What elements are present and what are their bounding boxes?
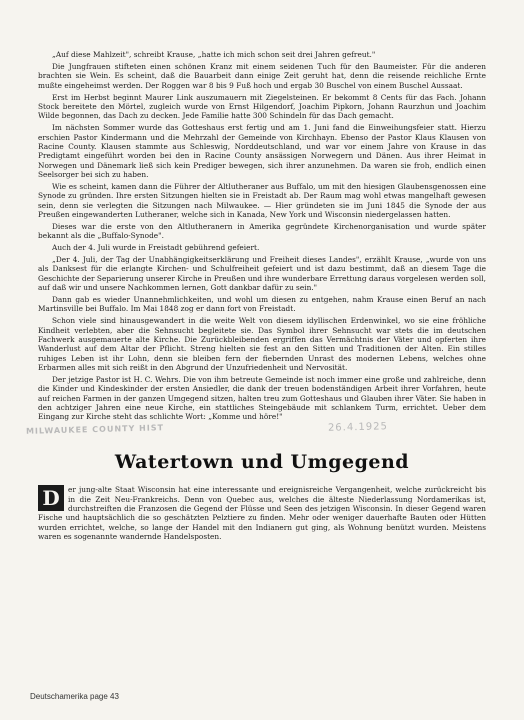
date-stamp: 26.4.1925 [327,421,389,435]
section-title: Watertown und Umgegend [114,451,410,474]
section-intro-text: er jung-alte Staat Wisconsin hat eine interessante und ereignisreiche Vergangenheit, welche zurückreicht bis in die Zeit Neu-Frankreichs. Denn von Quebec aus, welches die älteste Niederlassung Nordamerikas ist, durchstreiften die Franzosen die Gegend der Flüsse und Seen des jetzigen Wisconsin. In dieser Gegend waren Fische und hauptsächlich die so geschätzten Pelztiere zu finden. Mehr oder weniger dauerhafte Bauten oder Hütten wurden errichtet, welche, so lange der Handel mit den Indianern gut ging, als Wohnung benützt wurden. Meistens waren es sogenannte wandernde Handelsposten. [38,485,486,541]
body-paragraph: Im nächsten Sommer wurde das Gotteshaus erst fertig und am 1. Juni fand die Einweihungsfeier statt. Hierzu erschien Pastor Kindermann und die Mehrzahl der Gemeinde von Kirchhayn. Ebenso der Pastor Klaus Klausen von Racine County. Klausen stammte aus Schleswig, Norddeutschland, und war vor einem Jahre von Krause in das Predigtamt eingeführt worden bei den in Racine County ansässigen Norwegern und Dänen. Aus ihrer Heimat in Norwegen und Dänemark ließ sich kein Prediger bewegen, sich ihrer anzunehmen. Da waren sie froh, endlich einen Seelsorger bei sich zu haben. [38,123,486,179]
archive-stamp-row [25,421,486,441]
body-paragraph: Wie es scheint, kamen dann die Führer der Altlutheraner aus Buffalo, um mit den hiesigen Glaubensgenossen eine Synode zu gründen. Ihre ersten Sitzungen hielten sie in Freistadt ab. Der Raum mag wohl etwas mangelhaft gewesen sein, denn sie verlegten die Sitzungen nach Milwaukee. — Hier gründeten sie im Juni 1845 die Synode der aus Preußen eingewanderten Lutheraner, welche sich in Kanada, New York und Wisconsin niedergelassen hatten. [38,181,486,219]
drop-cap: D [38,485,64,511]
section-intro-paragraph [38,485,486,541]
body-paragraph: Auch der 4. Juli wurde in Freistadt gebührend gefeiert. [52,243,260,253]
body-paragraph: Dann gab es wieder Unannehmlichkeiten, und wohl um diesen zu entgehen, nahm Krause einen Beruf an nach Martinsville bei Buffalo. Im Mai 1848 zog er dann fort von Freistadt. [38,295,486,314]
archive-stamp: MILWAUKEE COUNTY HIST [25,423,165,437]
body-paragraph: Der jetzige Pastor ist H. C. Wehrs. Die von ihm betreute Gemeinde ist noch immer eine große und zahlreiche, denn die Kinder und Kindeskinder der ersten Ansiedler, die dank der treuen bodenständigen Arbeit ihrer Vorfahren, heute auf reichen Farmen in der ganzen Umgegend sitzen, halten treu zum Gotteshaus und Glauben ihrer Väter. Sie haben in den achtziger Jahren eine neue Kirche, ein stattliches Steingebäude mit schlankem Turm, errichtet. Ueber dem Eingang zur Kirche steht das schlichte Wort: „Komme und höre!" [38,374,486,422]
article-body [38,50,486,422]
body-paragraph: Erst im Herbst beginnt Maurer Link auszumauern mit Ziegelsteinen. Er bekommt 8 Cents für das Fach. Johann Stock bereitete den Mörtel, zugleich wurde von Ernst Hilgendorf, Joachim Pipkorn, Johann Raurzhun und Joachim Wilde begonnen, das Dach zu decken. Jede Familie hatte 300 Schindeln für das Dach gemacht. [38,92,486,121]
body-paragraph: Die Jungfrauen stifteten einen schönen Kranz mit einem seidenen Tuch für den Baumeister. Für die anderen brachten sie Wein. Es scheint, daß die Bauarbeit dann einige Zeit geruht hat, denn die reisende reichliche Ernte mußte eingeheimst werden. Der Roggen war 8 bis 9 Fuß hoch und ergab 30 Buschel von einem Buschel Aussaat. [38,61,486,90]
body-paragraph: Dieses war die erste von den Altlutheranern in Amerika gegründete Kirchenorganisation und wurde später bekannt als die „Buffalo-Synode". [38,221,486,241]
page-footer: Deutschamerika page 43 [30,692,119,701]
body-paragraph: „Der 4. Juli, der Tag der Unabhängigkeitserklärung und Freiheit dieses Landes", erzählt Krause, „wurde von uns als Danksest für die erlangte Kirchen- und Schulfreiheit gefeiert und ist dazu bestimmt, daß an diesem Tage die Geschichte der Separierung unserer Kirche in Preußen und ihre wunderbare Errettung daraus vorgelesen werden soll, auf daß wir und unsere Nachkommen lernen, Gott dankbar dafür zu sein." [38,255,486,293]
body-paragraph: „Auf diese Mahlzeit", schreibt Krause, „hatte ich mich schon seit drei Jahren gefreut." [52,50,376,59]
body-paragraph: Schon viele sind hinausgewandert in die weite Welt von diesem idyllischen Erdenwinkel, wo sie eine fröhliche Kindheit verlebten, aber die Sehnsucht begleitete sie. Das Symbol ihrer Sehnsucht war stets die im deutschen Fachwerk ausgemauerte alte Kirche. Die Zurückbleibenden ergriffen das Vermächtnis der Väter und opferten ihre Wanderlust auf dem Altar der Pflicht. Streng hielten sie fest an den Sitten und Traditionen der Alten. Ein stilles ruhiges Leben ist ihr Lohn, denn sie bleiben fern der fiebernden Unrast des modernen Lebens, welches ohne Erbarmen alles mit sich reißt in den Abgrund der Unzufriedenheit und Nervosität. [38,316,486,372]
